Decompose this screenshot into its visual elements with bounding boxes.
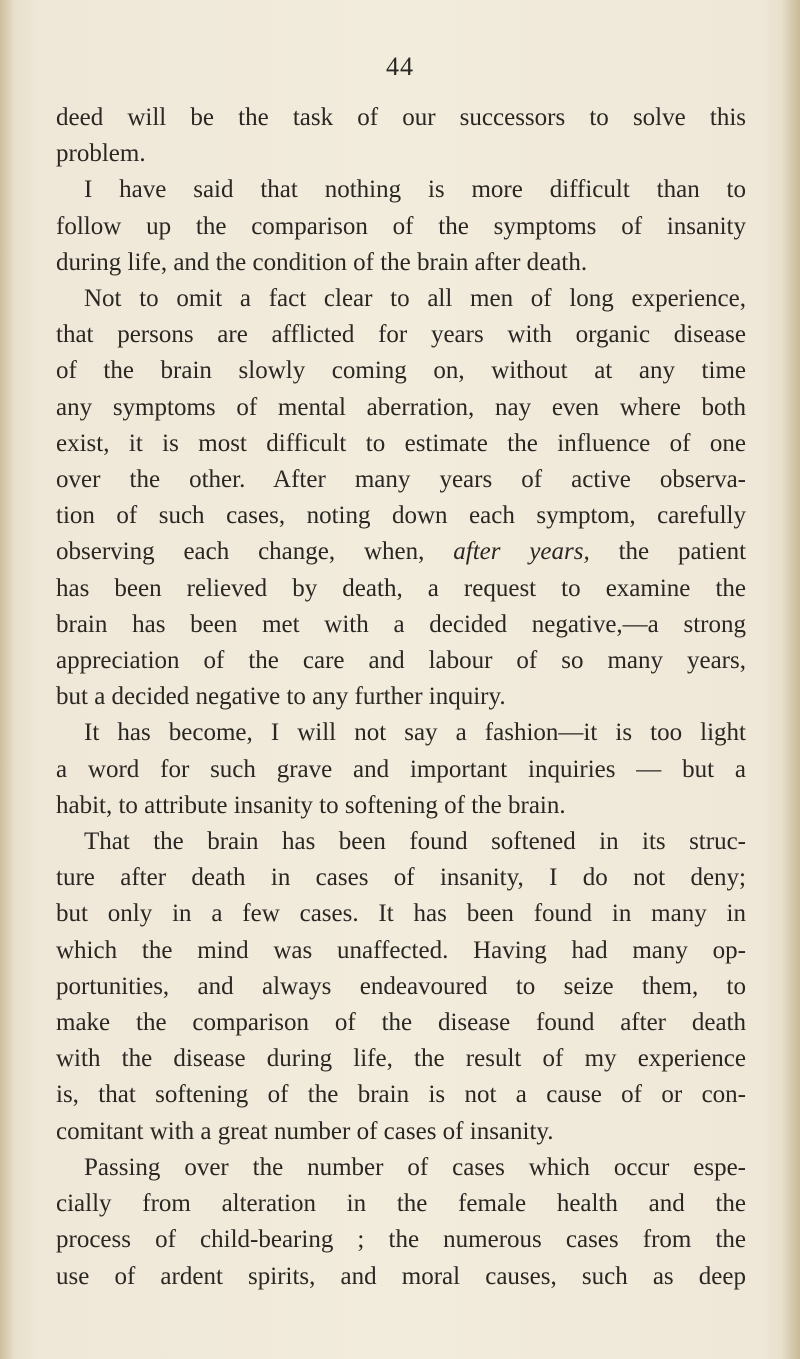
text-line: exist, it is most difficult to estimate the influence of one <box>56 429 746 457</box>
text-line: that persons are afflicted for years with organic disease <box>56 321 746 349</box>
text-line: Not to omit a fact clear to all men of long experience, <box>84 285 746 313</box>
text-line: any symptoms of mental aberration, nay even where both <box>56 393 746 421</box>
text-line: problem. <box>56 140 146 168</box>
text-line: comitant with a great number of cases of insanity. <box>56 1117 554 1145</box>
body-text <box>56 100 746 1295</box>
text-line: but only in a few cases. It has been found in many in <box>56 900 746 928</box>
paragraph <box>56 715 746 824</box>
text-line: ture after death in cases of insanity, I do not deny; <box>56 864 746 892</box>
text-line <box>56 534 746 570</box>
paragraph <box>56 172 746 281</box>
text-line: brain has been met with a decided negative,—a strong <box>56 610 746 638</box>
text-line: which the mind was unaffected. Having had many op- <box>56 936 746 964</box>
page-edge-shadow-left <box>0 0 14 1359</box>
text-line: habit, to attribute insanity to softening of the brain. <box>56 791 566 819</box>
text-line: of the brain slowly coming on, without at any time <box>56 357 746 385</box>
text-segment: observing each change, when, <box>56 538 454 566</box>
text-line: is, that softening of the brain is not a cause of or con- <box>56 1081 746 1109</box>
text-line: That the brain has been found softened in its struc- <box>84 828 746 856</box>
text-segment: the patient <box>589 538 747 566</box>
text-line: I have said that nothing is more difficult than to <box>84 176 746 204</box>
text-line: during life, and the condition of the brain after death. <box>56 248 588 276</box>
text-line: cially from alteration in the female health and the <box>56 1190 746 1218</box>
text-line: use of ardent spirits, and moral causes, such as deep <box>56 1262 746 1290</box>
text-line: make the comparison of the disease found after death <box>56 1009 746 1037</box>
text-line: follow up the comparison of the symptoms of insanity <box>56 212 746 240</box>
text-line: has been relieved by death, a request to examine the <box>56 574 746 602</box>
italic-phrase: after years, <box>453 538 590 566</box>
text-line: but a decided negative to any further inquiry. <box>56 683 506 711</box>
text-line: tion of such cases, noting down each symptom, carefully <box>56 502 746 530</box>
paragraph <box>56 824 746 1150</box>
paragraph <box>56 1150 746 1295</box>
page-number: 44 <box>386 52 414 81</box>
text-line: with the disease during life, the result of my experience <box>56 1045 746 1073</box>
text-line: process of child-bearing ; the numerous cases from the <box>56 1226 746 1254</box>
text-line: appreciation of the care and labour of so many years, <box>56 647 746 675</box>
text-line: over the other. After many years of active observa- <box>56 466 746 494</box>
page-edge-shadow-right <box>782 0 800 1359</box>
paragraph <box>56 100 746 172</box>
text-line: It has become, I will not say a fashion—it is too light <box>84 719 746 747</box>
text-line: a word for such grave and important inquiries — but a <box>56 755 746 783</box>
text-line: deed will be the task of our successors to solve this <box>56 104 746 131</box>
paragraph <box>56 281 746 715</box>
text-line: portunities, and always endeavoured to seize them, to <box>56 972 746 1000</box>
text-line: Passing over the number of cases which occur espe- <box>84 1153 746 1181</box>
